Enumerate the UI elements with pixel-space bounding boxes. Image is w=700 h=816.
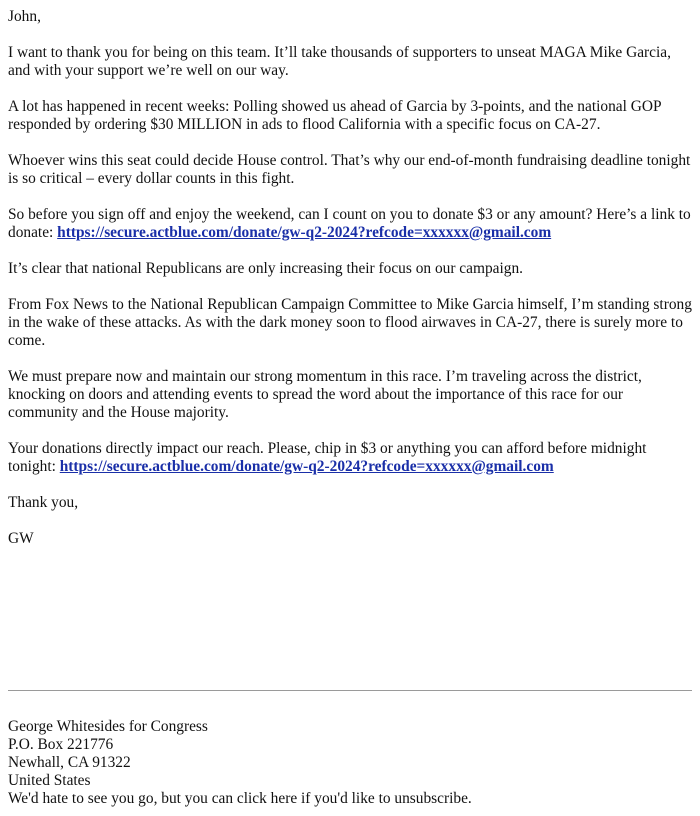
closing: Thank you,	[8, 494, 79, 511]
donate-link[interactable]: https://secure.actblue.com/donate/gw-q2-2024?refcode=xxxxxx@gmail.com	[57, 224, 552, 241]
footer-divider	[8, 690, 692, 691]
chip-in-link[interactable]: https://secure.actblue.com/donate/gw-q2-2024?refcode=xxxxxx@gmail.com	[59, 458, 554, 475]
footer-city: Newhall, CA 91322	[8, 754, 131, 771]
paragraph-chip-in	[8, 440, 692, 476]
footer	[8, 718, 692, 808]
chip-in-text: Your donations directly impact our reach. Please, chip in $3 or anything you can afford before midnight tonight:	[8, 440, 647, 475]
footer-po-box: P.O. Box 221776	[8, 736, 114, 753]
paragraph-polling: A lot has happened in recent weeks: Polling showed us ahead of Garcia by 3-points, and the national GOP responded by ordering $30 MILLION in ads to flood California with a specific focus on CA-27.	[8, 98, 661, 133]
paragraph-attacks: From Fox News to the National Republican Campaign Committee to Mike Garcia himself, I’m standing strong in the wake of these attacks. As with the dark money soon to flood airwaves in CA-27, there is surely more to come.	[8, 296, 692, 349]
unsubscribe-text[interactable]: We'd hate to see you go, but you can click here if you'd like to unsubscribe.	[8, 790, 472, 807]
paragraph-donate-ask	[8, 206, 692, 242]
paragraph-thanks: I want to thank you for being on this team. It’ll take thousands of supporters to unseat MAGA Mike Garcia, and with your support we’re well on our way.	[8, 44, 671, 79]
signature: GW	[8, 530, 34, 547]
paragraph-republicans: It’s clear that national Republicans are only increasing their focus on our campaign.	[8, 260, 523, 277]
footer-org: George Whitesides for Congress	[8, 718, 208, 735]
footer-country: United States	[8, 772, 91, 789]
paragraph-momentum: We must prepare now and maintain our strong momentum in this race. I’m traveling across the district, knocking on doors and attending events to spread the word about the importance of this race for our community and the House majority.	[8, 368, 642, 421]
donate-ask-text: So before you sign off and enjoy the weekend, can I count on you to donate $3 or any amount? Here’s a link to donate:	[8, 206, 691, 241]
greeting: John,	[8, 8, 41, 25]
email-body	[8, 8, 692, 566]
paragraph-deadline: Whoever wins this seat could decide House control. That’s why our end-of-month fundraising deadline tonight is so critical – every dollar counts in this fight.	[8, 152, 691, 187]
